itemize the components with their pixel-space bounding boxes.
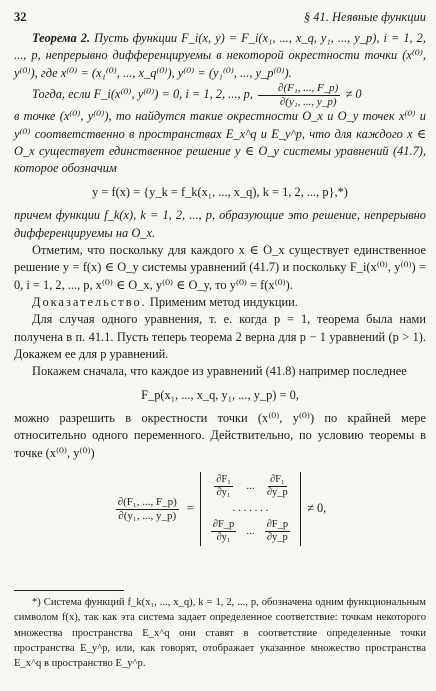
proof-method: Применим метод индукции. — [149, 294, 298, 309]
determinant-matrix — [200, 472, 301, 546]
matrix-cell — [265, 519, 291, 544]
jacobian-fraction — [258, 82, 340, 108]
matrix-ellipsis: ... — [246, 524, 255, 537]
cell-numerator: ∂F₁ — [214, 474, 233, 487]
theorem-condition — [14, 82, 426, 108]
theorem-title: Теорема 2. — [32, 31, 91, 45]
page-header — [14, 6, 426, 30]
cell-denominator: ∂y_p — [266, 531, 288, 543]
theorem-formula: y = f(x) = {y_k = f_k(x₁, ..., x_q), k = 1, 2, ..., p},*) — [92, 184, 348, 199]
section-title: § 41. Неявные функции — [303, 10, 426, 25]
induction-paragraph: Для случая одного уравнения, т. е. когда p = 1, теорема была нами получена в п. 41.1. Пусть теперь теорема 2 верна для p − 1 уравнений (p > 1). Докажем ее для p уравнений. — [14, 312, 426, 362]
footnote-divider — [14, 590, 124, 591]
matrix-dots-row: . . . . . . . — [232, 502, 269, 515]
theorem-condition-text: Тогда, если F_i(x⁽⁰⁾, y⁽⁰⁾) = 0, i = 1, 2, ..., p, — [32, 87, 253, 102]
matrix-cell — [265, 474, 290, 499]
theorem-hypothesis: Пусть функции F_i(x, y) = F_i(x₁, ..., x_q, y₁, ..., y_p), i = 1, 2, ..., p, непрерывно дифференцируемы в некоторой окрестности точки (x⁽⁰⁾, y⁽⁰⁾), где x⁽⁰⁾ = (x₁⁽⁰⁾, ..., x_q⁽⁰⁾), y⁽⁰⁾ = (y₁⁽⁰⁾, ..., y_p⁽⁰⁾). — [14, 31, 426, 80]
jacobian-numerator: ∂(F₁, ..., F_p) — [258, 82, 340, 96]
cell-numerator: ∂F_p — [265, 519, 291, 532]
equals-sign: = — [186, 501, 194, 516]
show-intro-paragraph: Покажем сначала, что каждое из уравнений (41.8) например последнее — [32, 364, 407, 379]
matrix-cell — [211, 519, 237, 544]
remark-paragraph: Отметим, что поскольку для каждого x ∈ O_x существует единственное решение y = f(x) ∈ O_y системы уравнений (41.7) и поскольку F_i(x⁽⁰⁾, y⁽⁰⁾) = 0, i = 1, 2, ..., p, x⁽⁰⁾ ∈ O_x, y⁽⁰⁾ ∈ O_y, то y⁽⁰⁾ = f(x⁽⁰⁾). — [14, 242, 426, 292]
theorem-differentiability: причем функции f_k(x), k = 1, 2, ..., p, образующие это решение, непрерывно дифференцируемы на O_x. — [14, 208, 426, 240]
cell-denominator: ∂y₁ — [216, 531, 231, 543]
jacobian-denominator: ∂(y₁, ..., y_p) — [279, 95, 337, 108]
theorem-conclusion: в точке (x⁽⁰⁾, y⁽⁰⁾), то найдутся такие окрестности O_x и O_y точек x⁽⁰⁾ и y⁽⁰⁾ соответственно в пространствах E_x^q и E_y^p, что для каждого x ∈ O_x существует единственное решение y ∈ O_y системы уравнений (41.7), которое обозначим — [14, 109, 426, 176]
cell-numerator: ∂F₁ — [268, 474, 287, 487]
theorem-statement — [14, 30, 426, 82]
proof-start — [14, 294, 426, 311]
matrix-cell — [214, 474, 233, 499]
jacobian-determinant — [14, 472, 426, 546]
matrix-ellipsis: ... — [246, 480, 255, 493]
cell-denominator: ∂y_p — [266, 487, 288, 499]
last-equation: F_p(x₁, ..., x_q, y₁, ..., y_p) = 0, — [141, 387, 299, 402]
after-equation-paragraph: можно разрешить в окрестности точки (x⁽⁰⁾, y⁽⁰⁾) по крайней мере относительно одного переменного. Действительно, по условию теоремы в точке (x⁽⁰⁾, y⁽⁰⁾) — [14, 411, 426, 460]
nonzero-result: ≠ 0, — [307, 501, 327, 516]
cell-denominator: ∂y₁ — [216, 487, 231, 499]
proof-label: Доказательство. — [32, 294, 147, 309]
nonzero-sign: ≠ 0 — [345, 87, 362, 102]
jacobian-lhs-numerator: ∂(F₁, ..., F_p) — [117, 495, 177, 508]
footnote: *) Система функций f_k(x₁, ..., x_q), k = 1, 2, ..., p, обозначена одним функциональным символом f(x), так как эта система задает определенное соответствие: точкам некоторого множества пространства E_x^q они ставят в соответствие определенные точки пространства E_y^p, или, как говорят, отображает указанное множество пространства E_x^q в пространство E_y^p. — [14, 596, 426, 670]
jacobian-lhs-denominator: ∂(y₁, ..., y_p) — [118, 509, 177, 522]
cell-numerator: ∂F_p — [211, 519, 237, 532]
jacobian-lhs — [116, 496, 179, 522]
page-number: 32 — [14, 10, 27, 25]
